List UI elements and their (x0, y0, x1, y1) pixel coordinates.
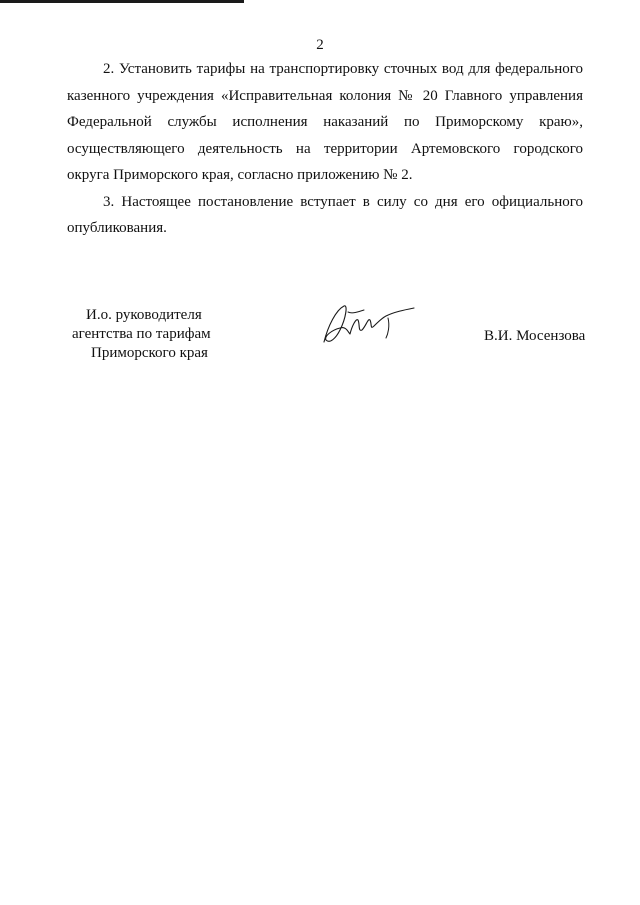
paragraph-line: 2. Установить тарифы на транспортировку сточных вод для федерального (103, 61, 583, 77)
paragraph-line: казенного учреждения «Исправительная колония № 20 Главного управления (67, 87, 583, 104)
scan-edge-artifact (0, 0, 244, 3)
signatory-title-line: агентства по тарифам (72, 326, 211, 342)
signatory-title-line: Приморского края (91, 345, 208, 361)
paragraph-tariffs (67, 56, 583, 189)
page-number: 2 (316, 37, 324, 53)
paragraph-line: 3. Настоящее постановление вступает в силу со дня его официального (103, 193, 583, 210)
signatory-name: В.И. Мосензова (484, 328, 586, 344)
signatory-title (72, 306, 242, 363)
handwritten-signature-icon (318, 296, 418, 352)
document-body (67, 56, 583, 242)
paragraph-line: опубликования. (67, 220, 167, 236)
signatory-title-line: И.о. руководителя (86, 307, 202, 323)
paragraph-line: округа Приморского края, согласно приложению № 2. (67, 167, 413, 183)
paragraph-effective-date (67, 189, 583, 242)
paragraph-line: Федеральной службы исполнения наказаний по Приморскому краю», (67, 114, 583, 130)
paragraph-line: осуществляющего деятельность на территории Артемовского городского (67, 140, 583, 157)
